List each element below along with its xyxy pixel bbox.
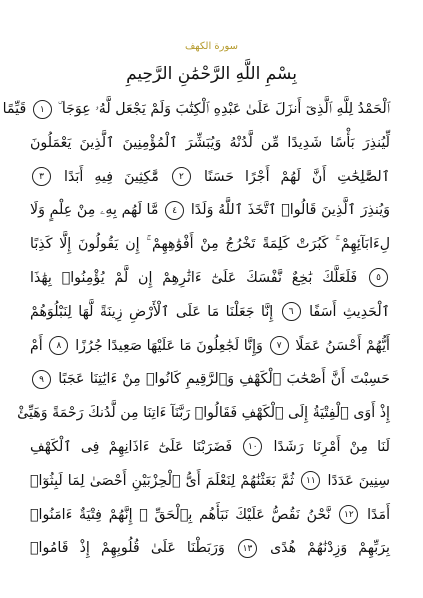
verse-text: قَيِّمًا xyxy=(2,101,27,117)
verse-text: وَيُنذِرَ ٱلَّذِينَ قَالُوا۟ ٱتَّخَذَ ٱللَّهُ وَلَدًا xyxy=(190,202,391,219)
verse-text: أَيُّهُمْ أَحْسَنُ عَمَلًا xyxy=(295,337,390,354)
verse-text: ٱلصَّٰلِحَٰتِ أَنَّ لَهُمْ أَجْرًا حَسَنًا xyxy=(203,168,391,185)
ayah-number-marker: ٧ xyxy=(270,336,289,355)
verse-text: فَلَعَلَّكَ بَٰخِعٌ نَّفْسَكَ عَلَىٰٓ ءَاثَٰرِهِمْ إِن لَّمْ يُؤْمِنُوا۟ بِهَٰذَا xyxy=(30,269,358,286)
basmala: بِسْمِ اللَّهِ الرَّحْمَٰنِ الرَّحِيمِ xyxy=(126,64,297,84)
ayah-number-marker: ١٠ xyxy=(243,437,262,456)
verse-text: لَنَا مِنْ أَمْرِنَا رَشَدًا xyxy=(273,438,391,455)
verse-line xyxy=(30,499,390,533)
verse-line xyxy=(30,363,390,397)
verse-line xyxy=(30,161,390,195)
verse-line xyxy=(30,262,390,296)
ayah-number-marker: ٣ xyxy=(32,167,51,186)
surah-title: سورة الكهف xyxy=(184,41,239,52)
verse-text: سِنِينَ عَدَدًا xyxy=(327,472,391,489)
ayah-number-marker: ٤ xyxy=(165,201,184,220)
verse-line xyxy=(30,330,390,364)
verse-text: إِنَّا جَعَلْنَا مَا عَلَى ٱلْأَرْضِ زِينَةً لَّهَا لِنَبْلُوَهُمْ xyxy=(30,303,274,320)
ayah-number-marker: ٢ xyxy=(172,167,191,186)
ayah-number-marker: ٩ xyxy=(32,370,51,389)
ayah-number-marker: ١١ xyxy=(301,471,320,490)
verse-line xyxy=(30,194,390,228)
verse-text: أَمْ xyxy=(30,337,43,354)
verse-text: لِءَابَآئِهِمْ ۚ كَبُرَتْ كَلِمَةً تَخْرُجُ مِنْ أَفْوَٰهِهِمْ ۚ إِن يَقُولُونَ إِلَّا كَذِبًا xyxy=(30,236,390,253)
verse-line xyxy=(2,93,390,127)
verse-line xyxy=(17,397,390,431)
ayah-number-marker: ٨ xyxy=(49,336,68,355)
verse-line xyxy=(30,532,390,566)
verse-line xyxy=(30,296,390,330)
ayah-number-marker: ١٢ xyxy=(339,505,358,524)
verse-text: ثُمَّ بَعَثْنَٰهُمْ لِنَعْلَمَ أَىُّ ٱلْحِزْبَيْنِ أَحْصَىٰ لِمَا لَبِثُوٓا۟ xyxy=(30,472,295,489)
verse-text: فَضَرَبْنَا عَلَىٰٓ ءَاذَانِهِمْ فِى ٱلْكَهْفِ xyxy=(30,438,233,455)
verse-text: أَمَدًا xyxy=(367,506,391,523)
verse-text: نَّحْنُ نَقُصُّ عَلَيْكَ نَبَأَهُم بِٱلْحَقِّ ۚ إِنَّهُمْ فِتْيَةٌ ءَامَنُوا۟ xyxy=(30,506,331,523)
verse-text: ٱلْحَمْدُ لِلَّهِ ٱلَّذِىٓ أَنزَلَ عَلَىٰ عَبْدِهِ ٱلْكِتَٰبَ وَلَمْ يَجْعَل لَّهُۥ عِوَجَا ۜ xyxy=(58,101,390,117)
ayah-number-marker: ٦ xyxy=(282,302,301,321)
verse-line xyxy=(30,127,390,161)
verse-line xyxy=(30,465,390,499)
verse-text: إِذْ أَوَى ٱلْفِتْيَةُ إِلَى ٱلْكَهْفِ فَقَالُوا۟ رَبَّنَآ ءَاتِنَا مِن لَّدُنكَ رَحْمَةً وَهَيِّئْ xyxy=(17,405,390,422)
verse-text: ٱلْحَدِيثِ أَسَفًا xyxy=(309,303,390,320)
verse-lines xyxy=(2,93,391,566)
ayah-number-marker: ١٣ xyxy=(238,539,257,558)
verse-text: حَسِبْتَ أَنَّ أَصْحَٰبَ ٱلْكَهْفِ وَٱلرَّقِيمِ كَانُوا۟ مِنْ ءَايَٰتِنَا عَجَبًا xyxy=(58,371,390,388)
verse-text: لِّيُنذِرَ بَأْسًا شَدِيدًا مِّن لَّدُنْهُ وَيُبَشِّرَ ٱلْمُؤْمِنِينَ ٱلَّذِينَ يَعْمَلُونَ xyxy=(30,134,390,151)
ayah-number-marker: ١ xyxy=(33,100,52,119)
verse-text: بِرَبِّهِمْ وَزِدْنَٰهُمْ هُدًى xyxy=(270,540,390,557)
verse-line xyxy=(30,228,390,262)
verse-text: مَّٰكِثِينَ فِيهِ أَبَدًا xyxy=(64,168,159,185)
verse-text: مَّا لَهُم بِهِۦ مِنْ عِلْمٍ وَلَا xyxy=(30,202,159,219)
verse-text: وَإِنَّا لَجَٰعِلُونَ مَا عَلَيْهَا صَعِيدًا جُرُزًا xyxy=(75,337,263,354)
ayah-number-marker: ٥ xyxy=(369,268,388,287)
verse-text: وَرَبَطْنَا عَلَىٰ قُلُوبِهِمْ إِذْ قَامُوا۟ xyxy=(30,540,225,557)
verse-line xyxy=(30,431,390,465)
